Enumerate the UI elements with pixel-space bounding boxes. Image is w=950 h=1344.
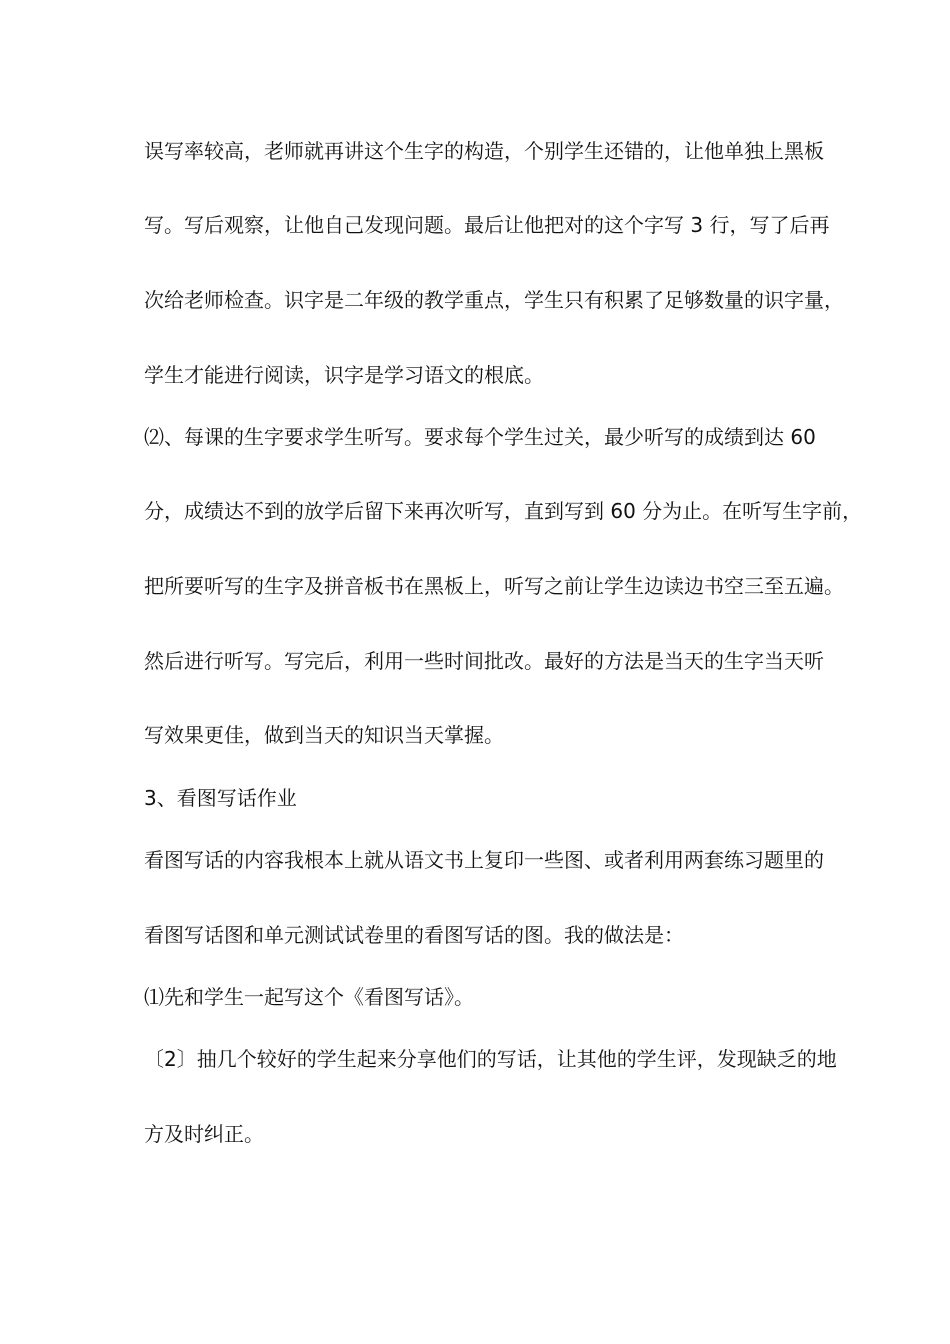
- paragraph-line: 写。写后观察，让他自己发现问题。最后让他把对的这个字写 3 行，写了后再: [144, 213, 830, 237]
- paragraph-line: 误写率较高，老师就再讲这个生字的构造，个别学生还错的，让他单独上黑板: [144, 139, 824, 163]
- paragraph-line: 方及时纠正。: [144, 1122, 264, 1146]
- paragraph-line: 看图写话的内容我根本上就从语文书上复印一些图、或者利用两套练习题里的: [144, 848, 824, 872]
- paragraph-line: 次给老师检查。识字是二年级的教学重点，学生只有积累了足够数量的识字量，: [144, 288, 844, 312]
- paragraph-line: 看图写话图和单元测试试卷里的看图写话的图。我的做法是：: [144, 923, 684, 947]
- paragraph-line: ⑵、每课的生字要求学生听写。要求每个学生过关，最少听写的成绩到达 60: [144, 425, 816, 449]
- paragraph-line: 写效果更佳，做到当天的知识当天掌握。: [144, 723, 504, 747]
- paragraph-line: 把所要听写的生字及拼音板书在黑板上，听写之前让学生边读边书空三至五遍。: [144, 574, 844, 598]
- paragraph-line: 然后进行听写。写完后，利用一些时间批改。最好的方法是当天的生字当天听: [144, 649, 824, 673]
- paragraph-line: 学生才能进行阅读，识字是学习语文的根底。: [144, 363, 544, 387]
- paragraph-line: 分，成绩达不到的放学后留下来再次听写，直到写到 60 分为止。在听写生字前，: [144, 499, 863, 523]
- paragraph-line: 〔2〕抽几个较好的学生起来分享他们的写话，让其他的学生评，发现缺乏的地: [144, 1047, 837, 1071]
- paragraph-line: ⑴先和学生一起写这个《看图写话》。: [144, 985, 474, 1009]
- section-heading: 3、看图写话作业: [144, 786, 297, 810]
